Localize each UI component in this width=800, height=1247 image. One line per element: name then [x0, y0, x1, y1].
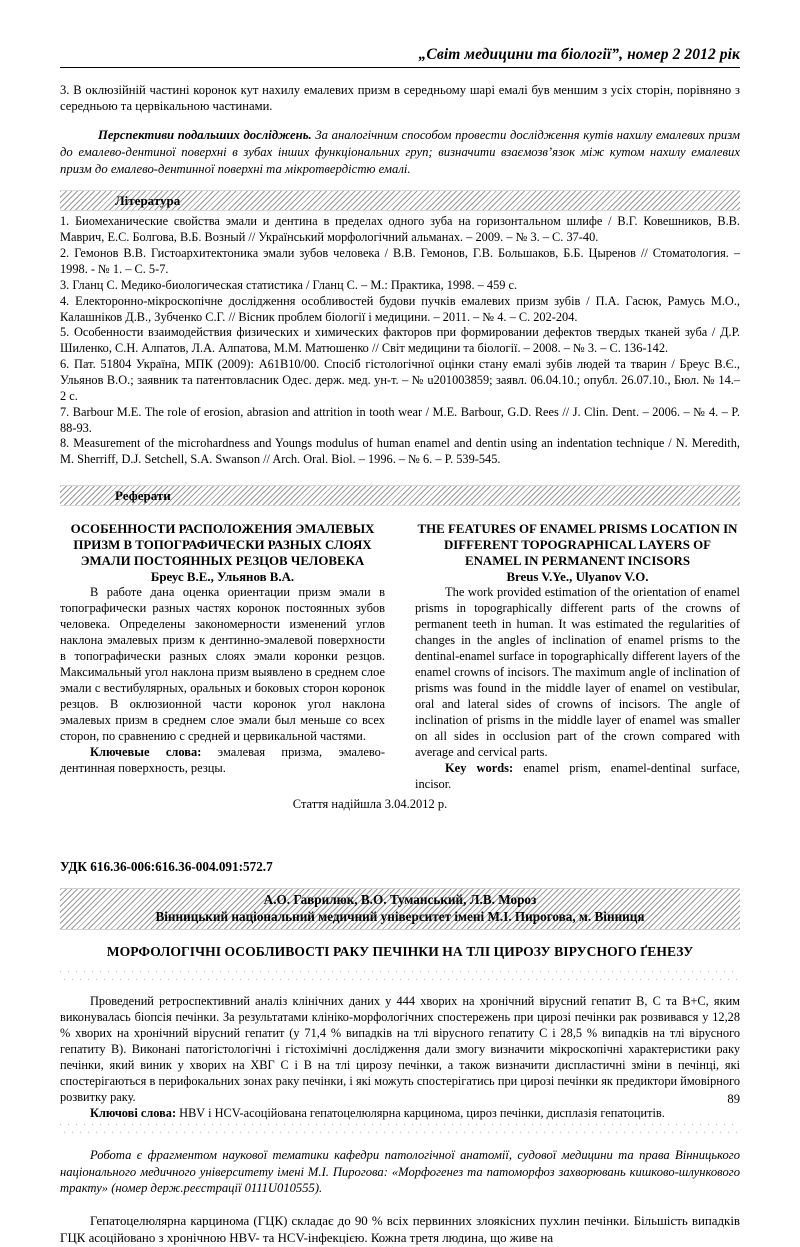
perspectives-text: За аналогічним способом провести дослідження кутів нахилу емалевих призм до емалево-дентиної поверхні в зубах інших функціональних груп; визначити взаємозв’язок між кутом нахилу емалевих призм до емалево-дентинної поверхні та мікротвердістю емалі. [60, 127, 740, 176]
article2-affiliation: Вінницький національний медичний університет імені М.І. Пирогова, м. Вінниця [155, 909, 645, 925]
header-rule [60, 67, 740, 68]
perspectives-lead: Перспективи подальших досліджень. [98, 127, 312, 142]
article2-authors-bar [60, 888, 740, 930]
abstract-en-keywords [415, 761, 740, 793]
literature-label: Література [115, 193, 181, 209]
article2-keywords [60, 1105, 740, 1121]
running-head: „Світ медицини та біології”, номер 2 2012 рік [418, 46, 740, 63]
udc-code: УДК 616.36-006:616.36-004.091:572.7 [60, 858, 273, 874]
abstract-ru-keywords [60, 745, 385, 777]
reference-item: 6. Пат. 51804 Україна, МПК (2009): А61В10/00. Спосіб гістологічної оцінки стану емалі зубів людей та тварин / Бреус В.Є., Ульянов В.О.; заявник та патентовласник Одес. держ. мед. ун-т. – № u201003859; заявл. 06.04.10.; опубл. 26.07.10., Бюл. № 14.– 2 с. [60, 357, 740, 403]
reference-item: 7. Barbour M.E. The role of erosion, abrasion and attrition in tooth wear / M.E. Barbour, G.D. Rees // J. Clin. Dent. – 2006. – № 4. – P. 88-93. [60, 404, 740, 435]
abstracts-columns [60, 522, 740, 793]
conclusion-item: 3. В оклюзійній частині коронок кут нахилу емалевих призм в середньому шарі емалі був меншим з усіх сторін, порівняно з середньою та цервікальною частинами. [60, 83, 740, 114]
article2-keywords-text: HBV і HCV-асоційована гепатоцелюлярна карцинома, цироз печінки, дисплазія гепатоцитів. [176, 1105, 665, 1120]
article2-summary: Проведений ретроспективний аналіз клінічних даних у 444 хворих на хронічний вірусний гепатит В, С та В+С, яким виконувалась біопсія печінки. За результатами клініко-морфологічних спостережень при цирозі печінки рак розвивався у 12,28 % хворих на хронічний вірусний гепатит (у 71,4 % випадків на тлі вірусного гепатиту С і 28,5 % випадків на тлі вірусного гепатиту В). Виконані патогістологічні і гістохімічні дослідження дали змогу визначити мікроскопічні характеристики раку печінки, який виник у хворих на ХВГ С і В на тлі цирозу печінки, а також визначити диспластичні зміни в печінці, які спостерігаються в перифокальних зонах раку печінки, і які можуть спостерігатись при цирозі печінки як предиктори ймовірного розвитку раку. [60, 993, 740, 1104]
literature-section-bar [60, 190, 740, 211]
references-list [60, 214, 740, 468]
abstract-en-body: The work provided estimation of the orientation of enamel prisms in topographically different parts of the crowns of permanent teeth in human. It was estimated the regularities of changes in the angles of inclination of enamel prisms to the dentinal-enamel surface in topographically different layers of the enamel crowns of incisors. The maximum angle of inclination of prisms was found in the middle layer of enamel on vestibular, oral and lateral sides of crowns of incisors. The angle of inclination of prisms in the middle layer of enamel was smaller on all sides in occlusion part of the crown compared with average and cervical parts. [415, 585, 740, 759]
received-date: Стаття надійшла 3.04.2012 р. [292, 796, 448, 811]
abstracts-section-bar [60, 485, 740, 506]
reference-item: 8. Measurement of the microhardness and Youngs modulus of human enamel and dentin using an indentation technique / N. Meredith, M. Sherriff, D.J. Setchell, S.A. Swanson // Arch. Oral. Biol. – 1996. – № 6. – P. 539-545. [60, 436, 740, 467]
abstract-en-keywords-label: Key words: [445, 760, 514, 775]
reference-item: 5. Особенности взаимодействия физических и химических факторов при формировании дефектов твердых тканей зуба / Д.Р. Шиленко, С.Н. Алпатов, Л.А. Алпатова, М.М. Матюшенко // Світ медицини та біології. – 2008. – № 3. – С. 136-142. [60, 325, 740, 356]
reference-item: 2. Гемонов В.В. Гистоархитектоника эмали зубов человека / В.В. Гемонов, Г.В. Большаков, Б.Б. Цыренов // Стоматология. – 1998. - № 1. – С. 5-7. [60, 246, 740, 276]
abstract-en-keywords-text: enamel prism, enamel-dentinal surface, incisor. [415, 760, 740, 791]
abstract-en-authors: Breus V.Ye., Ulyanov V.O. [506, 570, 649, 585]
perspectives-paragraph [60, 127, 740, 178]
abstracts-label: Реферати [115, 488, 171, 504]
article2-funding-note: Робота є фрагментом наукової тематики кафедри патологічної анатомії, судової медицини та права Вінницького національного медичного університету імені М.І. Пирогова: «Морфогенез та патоморфоз захворювань кишково-шлункового тракту» (номер держ.реєстрації 0111U010555). [60, 1147, 740, 1196]
zigzag-divider-top [60, 971, 740, 980]
abstract-ru-authors: Бреус В.Е., Ульянов В.А. [150, 570, 295, 585]
article2-keywords-label: Ключові слова: [90, 1105, 177, 1120]
article2-authors: А.О. Гаврилюк, В.О. Туманський, Л.В. Мороз [263, 891, 537, 907]
abstract-ru-title: ОСОБЕННОСТИ РАСПОЛОЖЕНИЯ ЭМАЛЕВЫХ ПРИЗМ В ТОПОГРАФИЧЕСКИ РАЗНЫХ СЛОЯХ ЭМАЛИ ПОСТОЯННЫХ РЕЗЦОВ ЧЕЛОВЕКА [70, 522, 375, 568]
abstract-en-title: THE FEATURES OF ENAMEL PRISMS LOCATION IN DIFFERENT TOPOGRAPHICAL LAYERS OF ENAMEL IN PERMANENT INCISORS [417, 522, 738, 568]
page-number: 89 [727, 1092, 740, 1106]
reference-item: 3. Гланц С. Медико-биологическая статистика / Гланц С. – М.: Практика, 1998. – 459 с. [60, 277, 518, 292]
article2-lead-paragraph: Гепатоцелюлярна карцинома (ГЦК) складає до 90 % всіх первинних злоякісних пухлин печінки. Більшість випадків ГЦК асоційовано з хронічною HBV- та HCV-інфекцією. Кожна третя людина, що живе на [60, 1214, 740, 1246]
article2-summary-block [60, 993, 740, 1121]
abstract-ru-body: В работе дана оценка ориентации призм эмали в топографически разных частях коронок постоянных зубов человека. Определены закономерности изменений углов наклона эмалевых призм к дентинно-эмалевой поверхности в топографически разных слоях эмали коронки резцов. Максимальный угол наклона призм выявлено в среднем слое эмали с вестибулярных, оральных и боковых сторон коронок резцов. В оклюзионной части коронок угол наклона эмалевых призм в среднем слое эмали был меньше со всех сторон, по сравнению с средней и цервикальной частями. [60, 585, 385, 743]
article2-title: МОРФОЛОГІЧНІ ОСОБЛИВОСТІ РАКУ ПЕЧІНКИ НА ТЛІ ЦИРОЗУ ВІРУСНОГО ҐЕНЕЗУ [106, 943, 694, 959]
abstract-ru-keywords-text: эмалевая призма, эмалево-дентинная поверхность, резцы. [60, 744, 385, 775]
reference-item: 4. Електоронно-мікроскопічне дослідження особливостей будови пучків емалевих призм зубів / П.А. Гасюк, Рамусь М.О., Калашніков Д.В., Зубченко С.Г. // Вісник проблем біології і медицини. – 2011. – № 4. – С. 202-204. [60, 293, 740, 324]
abstract-russian [60, 522, 385, 793]
reference-item: 1. Биомеханические свойства эмали и дентина в пределах одного зуба на горизонтальном шлифе / В.Г. Ковешников, В.В. Маврич, Е.С. Болгова, В.Б. Возный // Український морфологічний альманах. – 2009. – № 3. – С. 37-40. [60, 214, 740, 245]
abstract-english [415, 522, 740, 793]
abstract-ru-keywords-label: Ключевые слова: [90, 744, 202, 759]
